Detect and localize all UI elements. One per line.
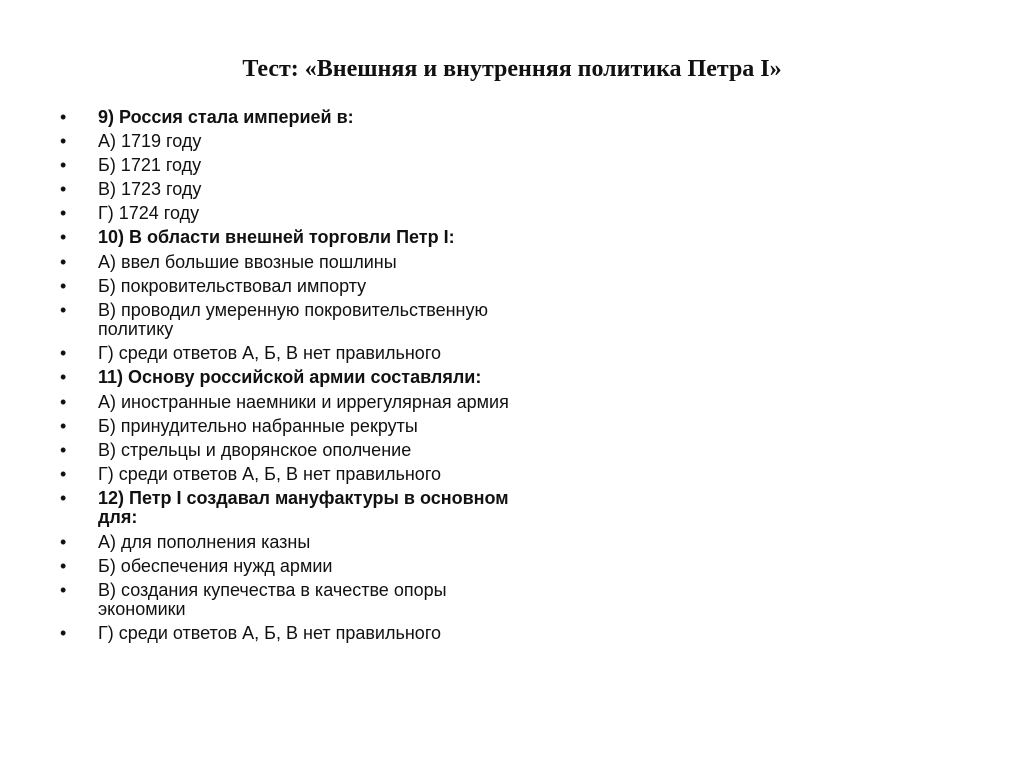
bullet-icon: • [60,155,67,176]
item-text: А) для пополнения казны [98,531,311,552]
item-text: В) проводил умеренную покровительственную политику [98,299,488,340]
item-text: В) 1723 году [98,179,202,200]
item-text: Б) обеспечения нужд армии [98,555,333,576]
item-text: Г) 1724 году [98,203,200,224]
bullet-icon: • [60,463,67,484]
answer-9b [56,156,516,176]
bullet-icon: • [60,203,67,224]
item-text: Б) принудительно набранные рекруты [98,415,418,436]
bullet-icon: • [60,131,67,152]
question-11 [56,368,516,388]
item-text: 12) Петр I создавал мануфактуры в основном для: [98,487,509,528]
bullet-icon: • [60,623,67,644]
item-text: А) 1719 году [98,131,202,152]
answer-9c [56,180,516,200]
answer-10a [56,253,516,273]
bullet-icon: • [60,343,67,364]
answer-10c [56,301,516,340]
item-text: Б) 1721 году [98,155,202,176]
answer-12d [56,624,516,644]
answer-11d [56,465,516,485]
answer-11b [56,417,516,437]
answer-10b [56,277,516,297]
question-list [56,108,516,648]
page-title: Тест: «Внешняя и внутренняя политика Петра I» [242,56,782,82]
bullet-icon: • [60,179,67,200]
item-text: А) ввел большие ввозные пошлины [98,251,397,272]
bullet-icon: • [60,439,67,460]
answer-12c [56,581,516,620]
answer-12a [56,533,516,553]
question-12 [56,489,516,528]
item-text: Г) среди ответов А, Б, В нет правильного [98,623,442,644]
bullet-icon: • [60,227,67,248]
bullet-icon: • [60,487,67,508]
answer-11c [56,441,516,461]
item-text: 11) Основу российской армии составляли: [98,367,482,388]
item-text: А) иностранные наемники и иррегулярная армия [98,391,509,412]
item-text: В) создания купечества в качестве опоры экономики [98,579,447,620]
bullet-icon: • [60,275,67,296]
bullet-icon: • [60,579,67,600]
item-text: Г) среди ответов А, Б, В нет правильного [98,343,442,364]
bullet-icon: • [60,531,67,552]
question-10 [56,228,516,248]
bullet-icon: • [60,391,67,412]
answer-11a [56,393,516,413]
answer-12b [56,557,516,577]
item-text: Г) среди ответов А, Б, В нет правильного [98,463,442,484]
item-text: Б) покровительствовал импорту [98,275,367,296]
item-text: 10) В области внешней торговли Петр I: [98,227,455,248]
bullet-icon: • [60,251,67,272]
bullet-icon: • [60,367,67,388]
item-text: В) стрельцы и дворянское ополчение [98,439,412,460]
bullet-icon: • [60,415,67,436]
bullet-icon: • [60,107,67,127]
bullet-icon: • [60,299,67,320]
answer-10d [56,344,516,364]
bullet-icon: • [60,555,67,576]
answer-9d [56,204,516,224]
item-text: 9) Россия стала империей в: [98,107,354,127]
answer-9a [56,132,516,152]
question-9 [56,108,516,128]
